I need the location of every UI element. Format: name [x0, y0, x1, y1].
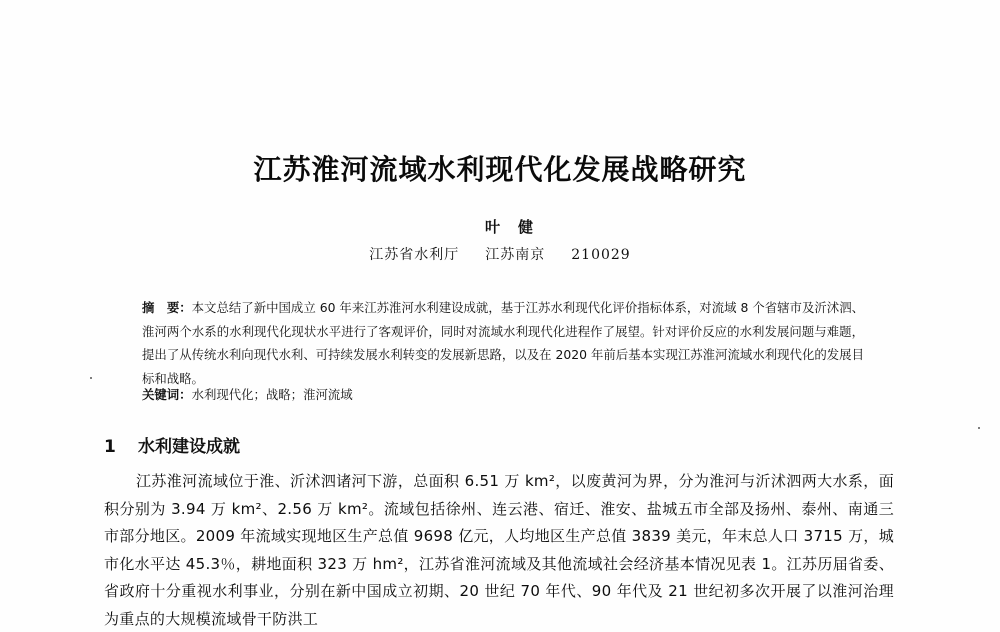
keywords-text: 水利现代化；战略；淮河流域: [191, 387, 353, 402]
author-affiliation: [0, 244, 1000, 264]
abstract-label: 摘 要：: [142, 300, 192, 315]
affiliation-org: 江苏省水利厅: [369, 247, 460, 263]
abstract-text: 本文总结了新中国成立 60 年来江苏淮河水利建设成就，基于江苏水利现代化评价指标体系，对流域 8 个省辖市及沂沭泗、淮河两个水系的水利现代化现状水平进行了客观评价，同时对流域水利现代化进程作了展望。针对评价反应的水利发展问题与难题，提出了从传统水利向现代水利、可持续发展水利转变的发展新思路，以及在 2020 年前后基本实现江苏淮河流域水利现代化的发展目标和战略。: [142, 300, 864, 386]
section-number: 1: [104, 437, 116, 457]
abstract: [142, 296, 864, 390]
paper-title: 江苏淮河流域水利现代化发展战略研究: [253, 153, 747, 186]
body-paragraph: 江苏淮河流域位于淮、沂沭泗诸河下游，总面积 6.51 万 km²，以废黄河为界，分为淮河与沂沭泗两大水系，面积分别为 3.94 万 km²、2.56 万 km²。流域包括徐州、连云港、宿迁、淮安、盐城五市全部及扬州、泰州、南通三市部分地区。2009 年流域实现地区生产总值 9698 亿元，人均地区生产总值 3839 美元，年末总人口 3715 万，城市化水平达 45.3％，耕地面积 323 万 hm²，江苏省淮河流域及其他流域社会经济基本情况见表 1。江苏历届省委、省政府十分重视水利事业，分别在新中国成立初期、20 世纪 70 年代、90 年代及 21 世纪初多次开展了以淮河治理为重点的大规模流域骨干防洪工: [104, 472, 894, 628]
scan-speck: [90, 377, 92, 379]
keywords-label: 关键词：: [142, 387, 192, 402]
affiliation-city: 江苏南京: [485, 247, 546, 263]
scan-speck: [978, 427, 980, 429]
keywords: [142, 386, 864, 404]
author-name: 叶健: [484, 218, 551, 236]
section-heading: [104, 432, 240, 457]
section-title: 水利建设成就: [138, 437, 240, 457]
affiliation-postcode: 210029: [571, 247, 631, 263]
